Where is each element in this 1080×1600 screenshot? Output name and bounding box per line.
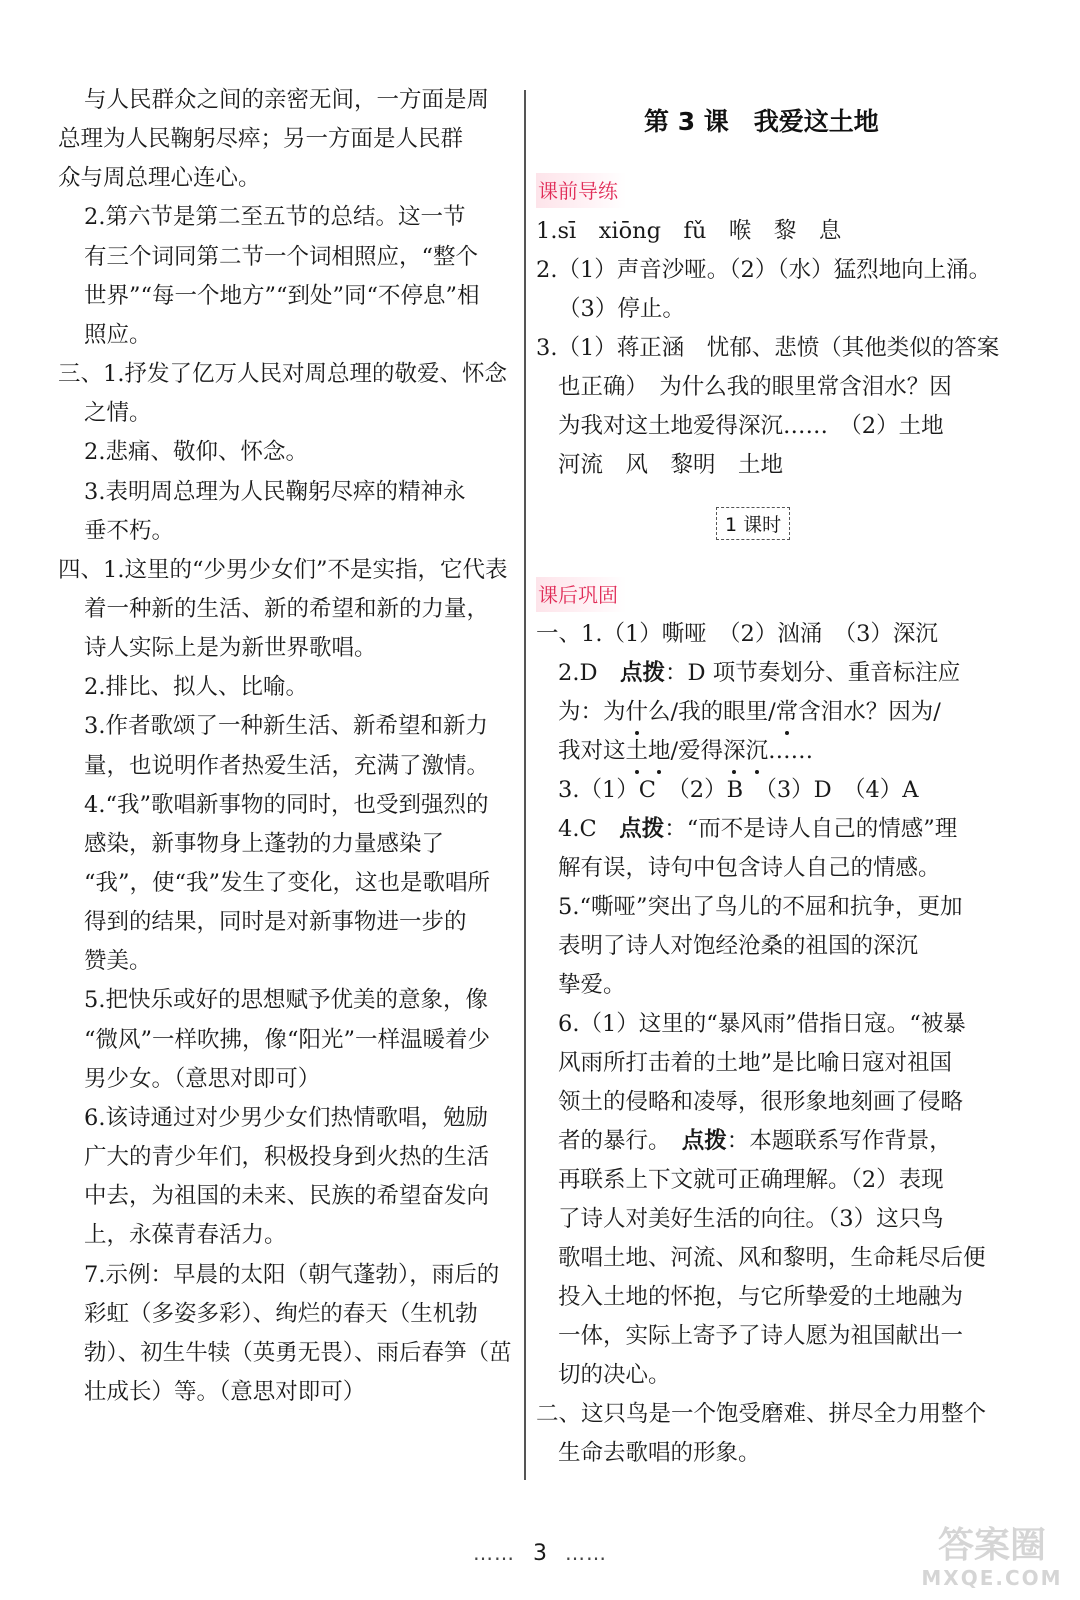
left-text-line: 勃）、初生牛犊（英勇无畏）、雨后春笋（茁 [84, 1339, 512, 1366]
left-text-line: 诗人实际上是为新世界歌唱。 [84, 635, 377, 662]
post-answer-line: 一、1.（1）嘶哑 （2）汹涌 （3）深沉 [536, 621, 938, 647]
footer-dots-left: …… [473, 1541, 515, 1565]
post-answer-line: 5.“嘶哑”突出了鸟儿的不屈和抗争，更加 [558, 894, 963, 920]
left-text-line: 与人民群众之间的亲密无间，一方面是周 [84, 87, 490, 113]
stressed-character: 沉 [745, 738, 769, 764]
post-answer-line: 投入土地的怀抱，与它所挚爱的土地融为 [558, 1284, 964, 1310]
pre-answer-line: （3）停止。 [558, 296, 685, 322]
pre-answer-line: 1.sī xiōng fǔ 喉 黎 息 [536, 218, 842, 244]
left-text-line: 之情。 [84, 400, 152, 427]
left-text-line: 有三个词同第二节一个词相照应，“整个 [84, 243, 479, 270]
left-text-line: 3.表明周总理为人民鞠躬尽瘁的精神永 [84, 478, 466, 505]
line-segment: 我对这 [558, 738, 626, 764]
left-text-line: 2.第六节是第二至五节的总结。这一节 [84, 204, 466, 231]
post-answer-line: 一体，实际上寄予了诗人愿为祖国献出一 [558, 1323, 964, 1349]
pre-answer-line: 3.（1）蒋正涵 忧郁、悲愤（其他类似的答案 [536, 335, 1000, 361]
section-heading-pre-class: 课前导练 [536, 173, 626, 208]
watermark-logo [912, 1513, 1072, 1593]
left-text-line: 得到的结果，同时是对新事物进一步的 [84, 909, 467, 936]
post-answer-line: 生命去歌唱的形象。 [558, 1440, 761, 1466]
class-hour-badge: 1 课时 [716, 507, 790, 540]
left-text-line: 赞美。 [84, 948, 152, 975]
lesson-title: 第 3 课 我爱这土地 [644, 107, 879, 136]
left-text-line: “我”，使“我”发生了变化，这也是歌唱所 [84, 870, 491, 896]
watermark-text: 答案圈 [937, 1525, 1047, 1566]
post-answer-line: 3.（1）C （2）B （3）D （4）A [558, 777, 919, 803]
left-text-line: 三、1.抒发了亿万人民对周总理的敬爱、怀念 [58, 361, 507, 388]
left-text-line: 4.“我”歌唱新事物的同时，也受到强烈的 [84, 791, 489, 818]
left-text-line: 量，也说明作者热爱生活，充满了激情。 [84, 752, 490, 779]
pre-answer-line: 2.（1）声音沙哑。（2）（水）猛烈地向上涌。 [536, 257, 992, 283]
post-answer-line: 风雨所打击着的土地”是比喻日寇对祖国 [558, 1050, 953, 1076]
pre-answer-line: 为我对这土地爱得深沉…… （2）土地 [558, 413, 944, 439]
line-segment: 含泪水？因为/ [798, 699, 941, 725]
left-text-line: 3.作者歌颂了一种新生活、新希望和新力 [84, 713, 488, 740]
left-text-line: 垂不朽。 [84, 517, 175, 544]
stressed-character: 深 [723, 738, 746, 764]
pre-answer-line: 河流 风 黎明 土地 [558, 452, 784, 478]
post-answer-line: 者的暴行。 点拨：本题联系写作背景， [558, 1128, 952, 1154]
stressed-character: 地 [648, 738, 671, 764]
left-text-line: “微风”一样吹拂，像“阳光”一样温暖着少 [84, 1026, 491, 1053]
line-segment: 为：为 [558, 699, 626, 725]
post-answer-line: 再联系上下文就可正确理解。（2）表现 [558, 1167, 944, 1193]
left-text-line: 2.排比、拟人、比喻。 [84, 674, 308, 701]
page-number: 3 [533, 1541, 547, 1566]
footer-dots-right: …… [565, 1541, 607, 1565]
left-text-line: 中去，为祖国的未来、民族的希望奋发向 [84, 1183, 490, 1210]
right-column [536, 82, 1006, 1502]
post-answer-line: 6.（1）这里的“暴风雨”借指日寇。“被暴 [558, 1011, 966, 1037]
pre-answer-line: 也正确） 为什么我的眼里常含泪水？因 [558, 374, 952, 400]
left-text-line: 着一种新的生活、新的希望和新的力量， [84, 595, 490, 622]
post-answer-line: 4.C 点拨：“而不是诗人自己的情感”理 [558, 816, 958, 842]
post-answer-line: 表明了诗人对饱经沧桑的祖国的深沉 [558, 933, 919, 959]
post-answer-line: 二、这只鸟是一个饱受磨难、拼尽全力用整个 [536, 1401, 987, 1427]
line-segment: 么/我的眼里/ [648, 699, 776, 725]
left-text-line: 四、1.这里的“少男少女们”不是实指，它代表 [58, 556, 508, 583]
post-answer-line: 2.D 点拨：D 项节奏划分、重音标注应 [558, 660, 961, 686]
post-answer-line: 解有误，诗句中包含诗人自己的情感。 [558, 855, 941, 881]
stress-marked-line-1 [558, 698, 941, 726]
left-text-line: 感染，新事物身上蓬勃的力量感染了 [84, 830, 445, 857]
left-text-line: 2.悲痛、敬仰、怀念。 [84, 439, 308, 466]
line-segment: …… [768, 738, 814, 764]
section-heading-post-class: 课后巩固 [536, 577, 626, 612]
left-text-line: 上，永葆青春活力。 [84, 1222, 287, 1249]
stressed-character: 什 [625, 699, 649, 725]
left-text-line: 世界”“每一个地方”“到处”同“不停息”相 [84, 282, 480, 309]
post-answer-line: 切的决心。 [558, 1362, 671, 1388]
column-divider [524, 90, 526, 1480]
left-text-line: 总理为人民鞠躬尽瘁；另一方面是人民群 [58, 126, 464, 153]
left-text-line: 7.示例：早晨的太阳（朝气蓬勃），雨后的 [84, 1261, 500, 1288]
left-text-line: 彩虹（多姿多彩）、绚烂的春天（生机勃 [84, 1300, 478, 1327]
left-text-line: 男少女。（意思对即可） [84, 1065, 321, 1092]
post-answer-line: 领土的侵略和凌辱，很形象地刻画了侵略 [558, 1089, 964, 1115]
left-text-line: 广大的青少年们，积极投身到火热的生活 [84, 1144, 490, 1171]
left-text-line: 众与周总理心连心。 [58, 165, 261, 192]
stress-marked-line-2 [558, 737, 813, 765]
left-text-line: 6.该诗通过对少男少女们热情歌唱，勉励 [84, 1104, 488, 1131]
left-text-line: 5.把快乐或好的思想赋予优美的意象，像 [84, 987, 488, 1014]
watermark-url: MXQE.COM [921, 1566, 1063, 1590]
post-answer-line: 歌唱土地、河流、风和黎明，生命耗尽后便 [558, 1245, 986, 1271]
left-column [58, 82, 513, 1502]
stressed-character: 常 [775, 699, 799, 725]
left-text-line: 壮成长）等。（意思对即可） [84, 1378, 366, 1405]
stressed-character: 土 [625, 738, 649, 764]
left-text-line: 照应。 [84, 321, 152, 348]
line-segment: /爱得 [670, 738, 724, 764]
post-answer-line: 了诗人对美好生活的向往。（3）这只鸟 [558, 1206, 944, 1232]
post-answer-line: 挚爱。 [558, 972, 626, 998]
